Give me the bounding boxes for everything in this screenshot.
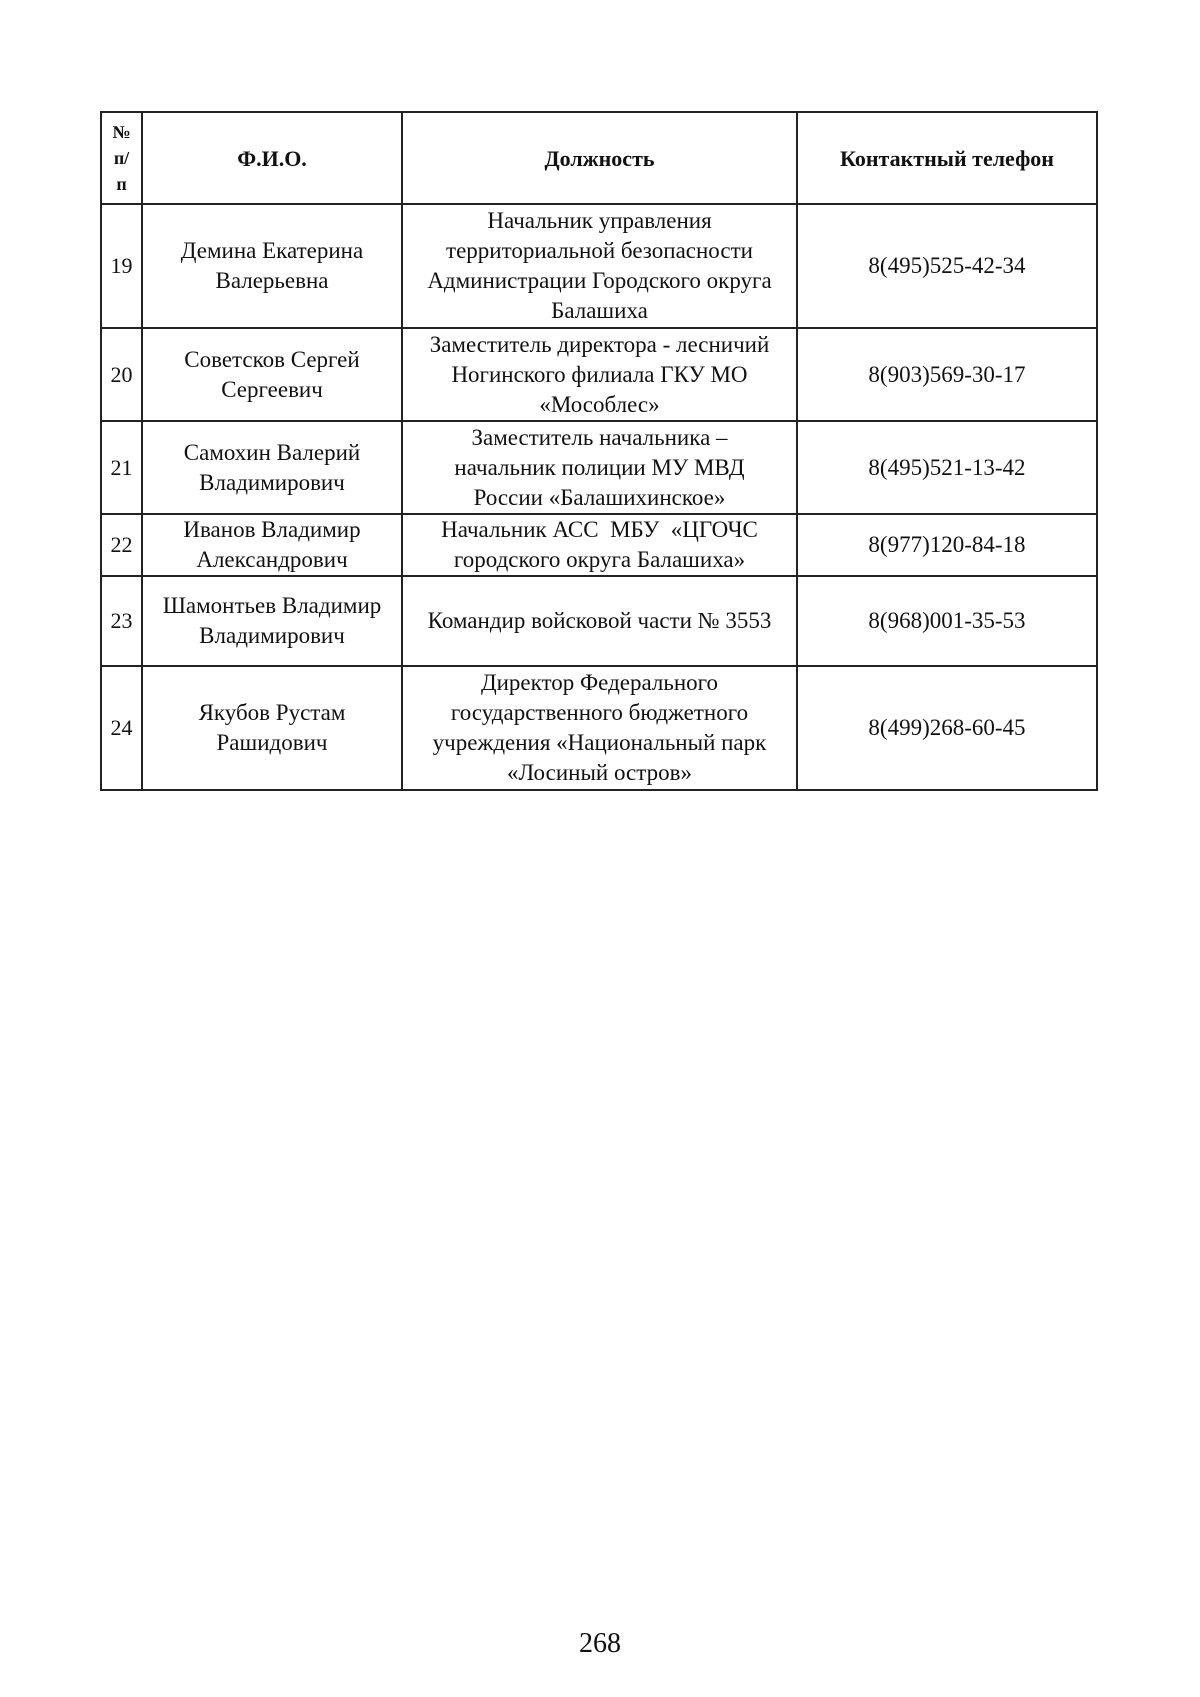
row-position xyxy=(402,576,797,666)
name-line: Владимирович xyxy=(199,469,345,495)
header-name: Ф.И.О. xyxy=(142,112,402,204)
row-position xyxy=(402,666,797,790)
position-line: Начальник АСС МБУ «ЦГОЧС xyxy=(441,517,758,542)
header-phone: Контактный телефон xyxy=(797,112,1097,204)
header-number-line: п/ xyxy=(113,148,130,168)
row-name xyxy=(142,576,402,666)
position-line: Заместитель директора - лесничий xyxy=(429,331,770,357)
position-line: государственного бюджетного xyxy=(450,700,749,725)
table-row xyxy=(101,666,1097,790)
position-line: «Лосиный остров» xyxy=(507,760,692,785)
table-row xyxy=(101,514,1097,576)
position-line: учреждения «Национальный парк xyxy=(432,730,767,755)
position-line: Директор Федерального xyxy=(480,670,719,695)
row-number: 21 xyxy=(101,421,142,514)
name-line: Александрович xyxy=(196,547,348,572)
row-name xyxy=(142,514,402,576)
header-number-line: п xyxy=(116,174,127,194)
row-phone: 8(968)001-35-53 xyxy=(797,576,1097,666)
name-line: Валерьевна xyxy=(215,268,329,293)
position-line: России «Балашихинское» xyxy=(473,484,726,510)
position-line: Заместитель начальника – xyxy=(471,424,728,450)
row-number: 23 xyxy=(101,576,142,666)
header-position: Должность xyxy=(402,112,797,204)
name-line: Шамонтьев Владимир xyxy=(162,593,382,618)
name-line: Якубов Рустам xyxy=(198,700,346,725)
name-line: Рашидович xyxy=(216,730,328,755)
row-number: 19 xyxy=(101,204,142,328)
row-number: 20 xyxy=(101,328,142,421)
table-row xyxy=(101,576,1097,666)
row-name xyxy=(142,328,402,421)
header-number xyxy=(101,112,142,204)
page-number: 268 xyxy=(579,1628,621,1659)
row-phone: 8(977)120-84-18 xyxy=(797,514,1097,576)
table-header-row xyxy=(101,112,1097,204)
row-phone: 8(903)569-30-17 xyxy=(797,328,1097,421)
name-line: Самохин Валерий xyxy=(183,439,361,465)
name-line: Владимирович xyxy=(199,623,345,648)
table-row xyxy=(101,328,1097,421)
row-phone: 8(499)268-60-45 xyxy=(797,666,1097,790)
row-position xyxy=(402,328,797,421)
row-phone: 8(495)525-42-34 xyxy=(797,204,1097,328)
position-line: территориальной безопасности xyxy=(446,238,753,263)
row-name xyxy=(142,204,402,328)
row-position xyxy=(402,514,797,576)
row-name xyxy=(142,666,402,790)
position-line: Начальник управления xyxy=(487,208,712,233)
row-position xyxy=(402,204,797,328)
table-row xyxy=(101,421,1097,514)
row-position xyxy=(402,421,797,514)
contacts-table xyxy=(100,111,1098,791)
row-phone: 8(495)521-13-42 xyxy=(797,421,1097,514)
table-row xyxy=(101,204,1097,328)
position-line: Балашиха xyxy=(551,298,648,323)
row-number: 22 xyxy=(101,514,142,576)
position-line: Администрации Городского округа xyxy=(427,268,772,293)
name-line: Сергеевич xyxy=(221,376,323,402)
position-line: «Мособлес» xyxy=(539,391,660,417)
row-number: 24 xyxy=(101,666,142,790)
header-number-line: № xyxy=(112,122,131,142)
position-line: начальник полиции МУ МВД xyxy=(454,454,745,480)
name-line: Демина Екатерина xyxy=(180,238,364,263)
name-line: Советсков Сергей xyxy=(184,346,360,372)
position-line: городского округа Балашиха» xyxy=(453,547,746,572)
position-line: Ногинского филиала ГКУ МО xyxy=(451,361,748,387)
position-line: Командир войсковой части № 3553 xyxy=(427,608,772,633)
row-name xyxy=(142,421,402,514)
name-line: Иванов Владимир xyxy=(183,517,361,542)
